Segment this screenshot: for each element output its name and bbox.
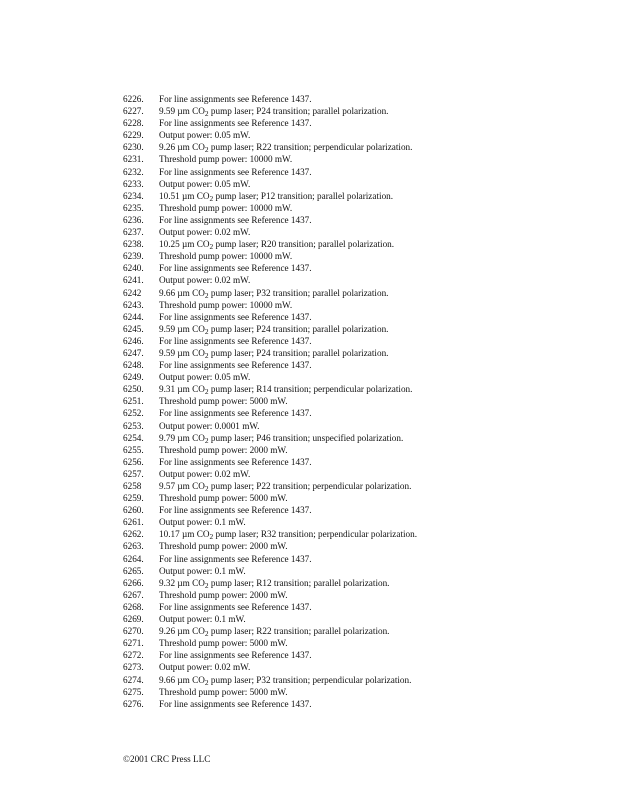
note-text-post: pump laser; R20 transition; parallel polarization. [213, 239, 395, 250]
note-text [159, 625, 389, 637]
note-number: 6253. [123, 420, 144, 431]
note-text: For line assignments see Reference 1437. [159, 94, 312, 104]
note-row [123, 153, 593, 165]
note-row [123, 323, 593, 335]
note-text-post: pump laser; P32 transition; parallel polarization. [208, 287, 389, 298]
note-row [123, 117, 593, 129]
note-text: Threshold pump power: 2000 mW. [159, 541, 288, 552]
note-text: Output power: 0.0001 mW. [159, 420, 260, 431]
note-row [123, 250, 593, 262]
note-text: For line assignments see Reference 1437. [159, 456, 312, 467]
note-text-post: pump laser; P24 transition; parallel polarization. [208, 347, 389, 358]
note-row [123, 262, 593, 274]
note-number: 6267. [123, 589, 144, 600]
note-number: 6239. [123, 251, 144, 262]
note-text-post: pump laser; R14 transition; perpendicular polarization. [208, 384, 413, 395]
note-number: 6272. [123, 650, 144, 661]
note-text [159, 287, 388, 299]
note-number: 6244. [123, 311, 144, 322]
subscript: 2 [209, 242, 214, 252]
note-row [123, 698, 593, 710]
note-number: 6229. [123, 130, 144, 141]
note-row [123, 299, 593, 311]
note-text-pre: 9.66 µm CO [159, 287, 205, 298]
note-text: Output power: 0.02 mW. [159, 227, 251, 238]
note-text: For line assignments see Reference 1437. [159, 214, 312, 225]
subscript: 2 [204, 326, 209, 336]
note-number: 6256. [123, 456, 144, 467]
note-number: 6226. [123, 94, 144, 104]
note-number: 6254. [123, 432, 144, 443]
note-row [123, 613, 593, 625]
note-row [123, 371, 593, 383]
note-number: 6251. [123, 396, 144, 407]
note-text-pre: 10.25 µm CO [159, 239, 210, 250]
note-row [123, 432, 593, 444]
note-text: Output power: 0.1 mW. [159, 565, 246, 576]
note-row [123, 202, 593, 214]
note-number: 6232. [123, 166, 144, 177]
subscript: 2 [204, 145, 209, 155]
note-number: 6261. [123, 517, 144, 528]
note-text-pre: 9.59 µm CO [159, 323, 205, 334]
note-text: Threshold pump power: 5000 mW. [159, 493, 288, 504]
subscript: 2 [204, 290, 209, 300]
note-row [123, 395, 593, 407]
note-number: 6246. [123, 335, 144, 346]
note-row [123, 528, 593, 540]
note-text [159, 141, 412, 153]
note-row [123, 190, 593, 202]
note-row [123, 238, 593, 250]
note-text-pre: 9.32 µm CO [159, 577, 205, 588]
note-row [123, 456, 593, 468]
note-row [123, 504, 593, 516]
note-row [123, 347, 593, 359]
note-number: 6255. [123, 444, 144, 455]
note-row [123, 287, 593, 299]
note-row [123, 637, 593, 649]
note-text-pre: 9.26 µm CO [159, 142, 205, 153]
note-text: Threshold pump power: 5000 mW. [159, 686, 288, 697]
note-row [123, 407, 593, 419]
note-number: 6260. [123, 505, 144, 516]
note-row [123, 420, 593, 432]
note-text [159, 674, 411, 686]
note-number: 6231. [123, 154, 144, 165]
note-text-pre: 9.66 µm CO [159, 674, 205, 685]
note-row [123, 444, 593, 456]
note-text: For line assignments see Reference 1437. [159, 263, 312, 274]
note-text: Threshold pump power: 10000 mW. [159, 251, 293, 262]
note-text [159, 577, 389, 589]
note-row [123, 480, 593, 492]
note-text [159, 105, 388, 117]
note-text-pre: 10.51 µm CO [159, 190, 210, 201]
note-number: 6235. [123, 202, 144, 213]
note-text: Threshold pump power: 2000 mW. [159, 444, 288, 455]
note-text [159, 323, 388, 335]
subscript: 2 [209, 532, 214, 542]
note-text: For line assignments see Reference 1437. [159, 601, 312, 612]
note-row [123, 359, 593, 371]
note-text-pre: 9.57 µm CO [159, 481, 205, 491]
note-number: 6276. [123, 698, 144, 709]
note-text: Threshold pump power: 10000 mW. [159, 154, 293, 165]
note-text-pre: 9.59 µm CO [159, 106, 205, 117]
note-number: 6237. [123, 227, 144, 238]
note-text: Output power: 0.05 mW. [159, 130, 251, 141]
note-number: 6269. [123, 614, 144, 625]
note-text [159, 383, 412, 395]
note-row [123, 565, 593, 577]
note-row [123, 674, 593, 686]
note-row [123, 661, 593, 673]
note-row [123, 577, 593, 589]
note-text: For line assignments see Reference 1437. [159, 698, 312, 709]
subscript: 2 [209, 193, 214, 203]
note-row [123, 105, 593, 117]
note-row [123, 383, 593, 395]
note-text: For line assignments see Reference 1437. [159, 553, 312, 564]
note-number: 6258 [123, 481, 142, 491]
note-text [159, 190, 393, 202]
note-text: For line assignments see Reference 1437. [159, 650, 312, 661]
note-number: 6233. [123, 178, 144, 189]
note-number: 6234. [123, 190, 144, 201]
subscript: 2 [204, 484, 209, 494]
note-text-post: pump laser; P22 transition; perpendicular polarization. [208, 481, 412, 491]
note-text: Threshold pump power: 10000 mW. [159, 299, 293, 310]
note-number: 6273. [123, 662, 144, 673]
note-text: Threshold pump power: 5000 mW. [159, 638, 288, 649]
note-row [123, 625, 593, 637]
note-number: 6240. [123, 263, 144, 274]
note-number: 6271. [123, 638, 144, 649]
note-row [123, 178, 593, 190]
subscript: 2 [204, 629, 209, 639]
note-row [123, 540, 593, 552]
note-text-pre: 9.31 µm CO [159, 384, 205, 395]
note-row [123, 166, 593, 178]
note-row [123, 214, 593, 226]
note-text [159, 347, 388, 359]
note-number: 6250. [123, 384, 144, 395]
subscript: 2 [204, 109, 209, 119]
note-number: 6266. [123, 577, 144, 588]
subscript: 2 [204, 387, 209, 397]
note-number: 6268. [123, 601, 144, 612]
subscript: 2 [204, 677, 209, 687]
note-text: For line assignments see Reference 1437. [159, 118, 312, 129]
note-text: For line assignments see Reference 1437. [159, 311, 312, 322]
note-number: 6245. [123, 323, 144, 334]
note-text: Output power: 0.02 mW. [159, 662, 251, 673]
note-number: 6249. [123, 372, 144, 383]
note-number: 6252. [123, 408, 144, 419]
note-row [123, 589, 593, 601]
note-number: 6236. [123, 214, 144, 225]
note-text: For line assignments see Reference 1437. [159, 408, 312, 419]
note-number: 6275. [123, 686, 144, 697]
note-text-post: pump laser; P46 transition; unspecified polarization. [208, 432, 404, 443]
note-text: Output power: 0.05 mW. [159, 372, 251, 383]
note-row [123, 649, 593, 661]
note-row [123, 553, 593, 565]
copyright-footer: ©2001 CRC Press LLC [123, 754, 211, 764]
note-text-post: pump laser; R32 transition; perpendicular polarization. [213, 529, 418, 540]
note-text-post: pump laser; P24 transition; parallel polarization. [208, 106, 389, 117]
subscript: 2 [204, 435, 209, 445]
note-text: Threshold pump power: 10000 mW. [159, 202, 293, 213]
note-row [123, 601, 593, 613]
note-number: 6247. [123, 347, 144, 358]
subscript: 2 [204, 580, 209, 590]
note-text: Output power: 0.02 mW. [159, 468, 251, 479]
note-row [123, 686, 593, 698]
note-text: For line assignments see Reference 1437. [159, 360, 312, 371]
note-number: 6262. [123, 529, 144, 540]
note-text: Output power: 0.1 mW. [159, 614, 246, 625]
note-text: For line assignments see Reference 1437. [159, 505, 312, 516]
note-text: For line assignments see Reference 1437. [159, 335, 312, 346]
note-number: 6242 [123, 287, 142, 298]
note-row [123, 93, 593, 105]
note-number: 6270. [123, 626, 144, 637]
note-row [123, 311, 593, 323]
note-number: 6263. [123, 541, 144, 552]
note-row [123, 129, 593, 141]
note-text-pre: 9.26 µm CO [159, 626, 205, 637]
note-row [123, 226, 593, 238]
note-number: 6248. [123, 360, 144, 371]
note-row [123, 141, 593, 153]
note-text-pre: 9.79 µm CO [159, 432, 205, 443]
note-number: 6230. [123, 142, 144, 153]
note-text-pre: 10.17 µm CO [159, 529, 210, 540]
note-row [123, 274, 593, 286]
note-text [159, 480, 411, 492]
note-text-pre: 9.59 µm CO [159, 347, 205, 358]
note-number: 6259. [123, 493, 144, 504]
note-number: 6264. [123, 553, 144, 564]
note-text: Output power: 0.05 mW. [159, 178, 251, 189]
note-text-post: pump laser; R22 transition; parallel polarization. [208, 626, 390, 637]
note-number: 6257. [123, 468, 144, 479]
note-number: 6228. [123, 118, 144, 129]
note-number: 6227. [123, 106, 144, 117]
note-text: Threshold pump power: 5000 mW. [159, 396, 288, 407]
note-row [123, 492, 593, 504]
note-text: Threshold pump power: 2000 mW. [159, 589, 288, 600]
note-text: For line assignments see Reference 1437. [159, 166, 312, 177]
note-text-post: pump laser; R22 transition; perpendicular polarization. [208, 142, 413, 153]
note-number: 6274. [123, 674, 144, 685]
note-text [159, 432, 403, 444]
note-text: Output power: 0.02 mW. [159, 275, 251, 286]
note-number: 6238. [123, 239, 144, 250]
note-text-post: pump laser; P32 transition; perpendicular polarization. [208, 674, 412, 685]
note-text [159, 238, 394, 250]
subscript: 2 [204, 351, 209, 361]
note-text-post: pump laser; R12 transition; parallel polarization. [208, 577, 390, 588]
notes-list [123, 93, 593, 710]
note-number: 6243. [123, 299, 144, 310]
note-text-post: pump laser; P24 transition; parallel polarization. [208, 323, 389, 334]
note-number: 6265. [123, 565, 144, 576]
note-row [123, 335, 593, 347]
note-text [159, 528, 417, 540]
note-text: Output power: 0.1 mW. [159, 517, 246, 528]
note-text-post: pump laser; P12 transition; parallel polarization. [213, 190, 394, 201]
note-row [123, 516, 593, 528]
note-number: 6241. [123, 275, 144, 286]
note-row [123, 468, 593, 480]
